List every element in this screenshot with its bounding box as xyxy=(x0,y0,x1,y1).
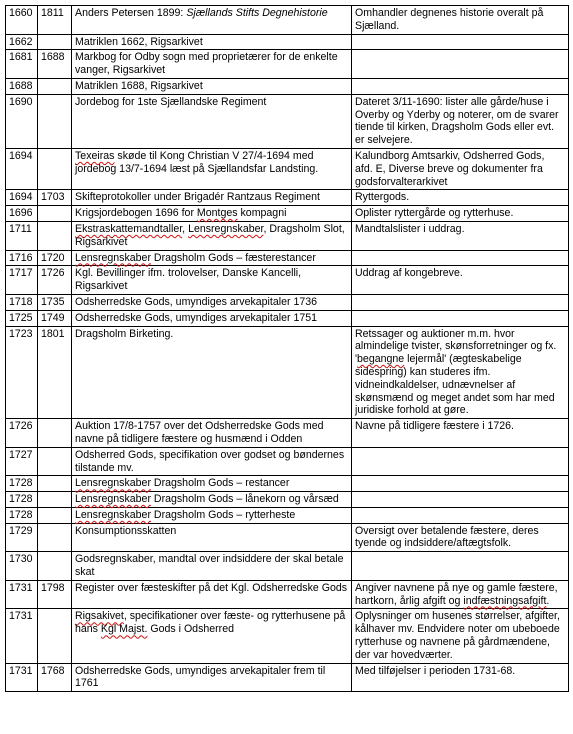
note-cell: Kalundborg Amtsarkiv, Odsherred Gods, afd. E, Diverse breve og dokumenter fra godsforvalterarkivet xyxy=(352,148,569,189)
year-to-cell: 1688 xyxy=(38,50,72,79)
year-from-cell: 1688 xyxy=(6,78,38,94)
table-row xyxy=(6,447,569,476)
year-from-cell: 1731 xyxy=(6,663,38,692)
year-from-cell: 1694 xyxy=(6,148,38,189)
year-from-cell: 1660 xyxy=(6,6,38,35)
year-to-cell: 1768 xyxy=(38,663,72,692)
source-cell: Odsherred Gods, specifikation over godset og bøndernes tilstande mv. xyxy=(72,447,352,476)
table-row xyxy=(6,250,569,266)
year-to-cell xyxy=(38,609,72,663)
year-to-cell xyxy=(38,221,72,250)
table-row xyxy=(6,326,569,419)
year-from-cell: 1717 xyxy=(6,266,38,295)
year-to-cell xyxy=(38,523,72,552)
table-row xyxy=(6,609,569,663)
table-row xyxy=(6,34,569,50)
year-from-cell: 1731 xyxy=(6,580,38,609)
year-from-cell: 1690 xyxy=(6,94,38,148)
year-to-cell xyxy=(38,206,72,222)
table-row xyxy=(6,663,569,692)
source-cell: Lensregnskaber Dragsholm Gods – fæsterestancer xyxy=(72,250,352,266)
table-row xyxy=(6,294,569,310)
note-cell: Omhandler degnenes historie overalt på Sjælland. xyxy=(352,6,569,35)
year-to-cell: 1811 xyxy=(38,6,72,35)
year-from-cell: 1731 xyxy=(6,609,38,663)
table-row xyxy=(6,190,569,206)
year-from-cell: 1716 xyxy=(6,250,38,266)
table-row xyxy=(6,94,569,148)
year-to-cell xyxy=(38,94,72,148)
source-cell: Auktion 17/8-1757 over det Odsherredske Gods med navne på tidligere fæstere og husmænd i Odden xyxy=(72,419,352,448)
note-cell: Oversigt over betalende fæstere, deres tyende og indsiddere/aftægtsfolk. xyxy=(352,523,569,552)
year-to-cell: 1720 xyxy=(38,250,72,266)
source-cell: Ekstraskattemandtaller, Lensregnskaber, Dragsholm Slot, Rigsarkivet xyxy=(72,221,352,250)
source-cell: Matriklen 1688, Rigsarkivet xyxy=(72,78,352,94)
table-row xyxy=(6,492,569,508)
year-from-cell: 1728 xyxy=(6,492,38,508)
year-to-cell xyxy=(38,419,72,448)
source-cell: Texeiras skøde til Kong Christian V 27/4-1694 med jordebog 13/7-1694 læst på Sjællandsfar Landsting. xyxy=(72,148,352,189)
source-table-body xyxy=(6,6,569,692)
note-cell: Oplister ryttergårde og rytterhuse. xyxy=(352,206,569,222)
year-to-cell xyxy=(38,552,72,581)
note-cell xyxy=(352,447,569,476)
note-cell: Mandtalslister i uddrag. xyxy=(352,221,569,250)
source-cell: Skifteprotokoller under Brigadér Rantzaus Regiment xyxy=(72,190,352,206)
year-from-cell: 1726 xyxy=(6,419,38,448)
source-cell: Konsumptionsskatten xyxy=(72,523,352,552)
note-cell xyxy=(352,507,569,523)
note-cell xyxy=(352,50,569,79)
year-from-cell: 1728 xyxy=(6,476,38,492)
source-cell: Odsherredske Gods, umyndiges arvekapitaler 1751 xyxy=(72,310,352,326)
source-cell: Odsherredske Gods, umyndiges arvekapitaler 1736 xyxy=(72,294,352,310)
source-cell: Markbog for Odby sogn med proprietærer for de enkelte vanger, Rigsarkivet xyxy=(72,50,352,79)
year-to-cell xyxy=(38,507,72,523)
year-from-cell: 1728 xyxy=(6,507,38,523)
year-from-cell: 1711 xyxy=(6,221,38,250)
year-to-cell xyxy=(38,34,72,50)
note-cell xyxy=(352,552,569,581)
source-table xyxy=(5,5,569,692)
year-from-cell: 1729 xyxy=(6,523,38,552)
note-cell xyxy=(352,294,569,310)
table-row xyxy=(6,580,569,609)
table-row xyxy=(6,78,569,94)
source-cell: Godsregnskaber, mandtal over indsiddere der skal betale skat xyxy=(72,552,352,581)
year-from-cell: 1725 xyxy=(6,310,38,326)
source-cell: Anders Petersen 1899: Sjællands Stifts Degnehistorie xyxy=(72,6,352,35)
table-row xyxy=(6,552,569,581)
year-to-cell: 1801 xyxy=(38,326,72,419)
year-to-cell xyxy=(38,447,72,476)
year-from-cell: 1696 xyxy=(6,206,38,222)
note-cell: Angiver navnene på nye og gamle fæstere, hartkorn, årlig afgift og indfæstningsafgift. xyxy=(352,580,569,609)
table-row xyxy=(6,476,569,492)
table-row xyxy=(6,523,569,552)
year-from-cell: 1694 xyxy=(6,190,38,206)
note-cell: Navne på tidligere fæstere i 1726. xyxy=(352,419,569,448)
note-cell xyxy=(352,34,569,50)
source-cell: Dragsholm Birketing. xyxy=(72,326,352,419)
table-row xyxy=(6,50,569,79)
note-cell: Med tilføjelser i perioden 1731-68. xyxy=(352,663,569,692)
year-to-cell xyxy=(38,148,72,189)
source-cell: Matriklen 1662, Rigsarkivet xyxy=(72,34,352,50)
note-cell xyxy=(352,492,569,508)
year-to-cell: 1726 xyxy=(38,266,72,295)
note-cell: Retssager og auktioner m.m. hvor almindelige tvister, skønsforretninger og fx. 'begangne lejermål' (ægteskabelige sidespring) kan studeres ifm. vidneindkaldelser, udnævnelser af skønsmænd og meget andet som har med juridiske forhold at gøre. xyxy=(352,326,569,419)
note-cell xyxy=(352,250,569,266)
note-cell xyxy=(352,476,569,492)
year-from-cell: 1662 xyxy=(6,34,38,50)
note-cell: Dateret 3/11-1690: lister alle gårde/huse i Overby og Yderby og noterer, om de svarer tiende til kirken, Dragsholm Gods eller evt. er selvejere. xyxy=(352,94,569,148)
year-from-cell: 1727 xyxy=(6,447,38,476)
year-to-cell: 1735 xyxy=(38,294,72,310)
year-to-cell: 1703 xyxy=(38,190,72,206)
note-cell xyxy=(352,310,569,326)
table-row xyxy=(6,221,569,250)
table-row xyxy=(6,310,569,326)
note-cell: Uddrag af kongebreve. xyxy=(352,266,569,295)
document-page xyxy=(5,5,568,692)
year-to-cell: 1749 xyxy=(38,310,72,326)
table-row xyxy=(6,206,569,222)
year-to-cell xyxy=(38,492,72,508)
source-cell: Lensregnskaber Dragsholm Gods – lånekorn og vårsæd xyxy=(72,492,352,508)
source-cell: Lensregnskaber Dragsholm Gods – restancer xyxy=(72,476,352,492)
source-cell: Jordebog for 1ste Sjællandske Regiment xyxy=(72,94,352,148)
table-row xyxy=(6,419,569,448)
table-row xyxy=(6,148,569,189)
year-from-cell: 1681 xyxy=(6,50,38,79)
year-from-cell: 1730 xyxy=(6,552,38,581)
source-cell: Kgl. Bevillinger ifm. trolovelser, Danske Kancelli, Rigsarkivet xyxy=(72,266,352,295)
year-to-cell xyxy=(38,78,72,94)
table-row xyxy=(6,266,569,295)
source-cell: Lensregnskaber Dragsholm Gods – rytterheste xyxy=(72,507,352,523)
note-cell: Oplysninger om husenes størrelser, afgifter, kålhaver mv. Endvidere noter om ubeboede rytterhuse og navnene på gårdmændene, der var hovedværter. xyxy=(352,609,569,663)
table-row xyxy=(6,6,569,35)
note-cell xyxy=(352,78,569,94)
source-cell: Odsherredske Gods, umyndiges arvekapitaler frem til 1761 xyxy=(72,663,352,692)
year-to-cell: 1798 xyxy=(38,580,72,609)
source-cell: Krigsjordebogen 1696 for Montges kompagni xyxy=(72,206,352,222)
year-from-cell: 1718 xyxy=(6,294,38,310)
table-row xyxy=(6,507,569,523)
note-cell: Ryttergods. xyxy=(352,190,569,206)
year-from-cell: 1723 xyxy=(6,326,38,419)
source-cell: Register over fæsteskifter på det Kgl. Odsherredske Gods xyxy=(72,580,352,609)
source-cell: Rigsakivet, specifikationer over fæste- og rytterhusene på hans Kgl Majst. Gods i Odsherred xyxy=(72,609,352,663)
year-to-cell xyxy=(38,476,72,492)
